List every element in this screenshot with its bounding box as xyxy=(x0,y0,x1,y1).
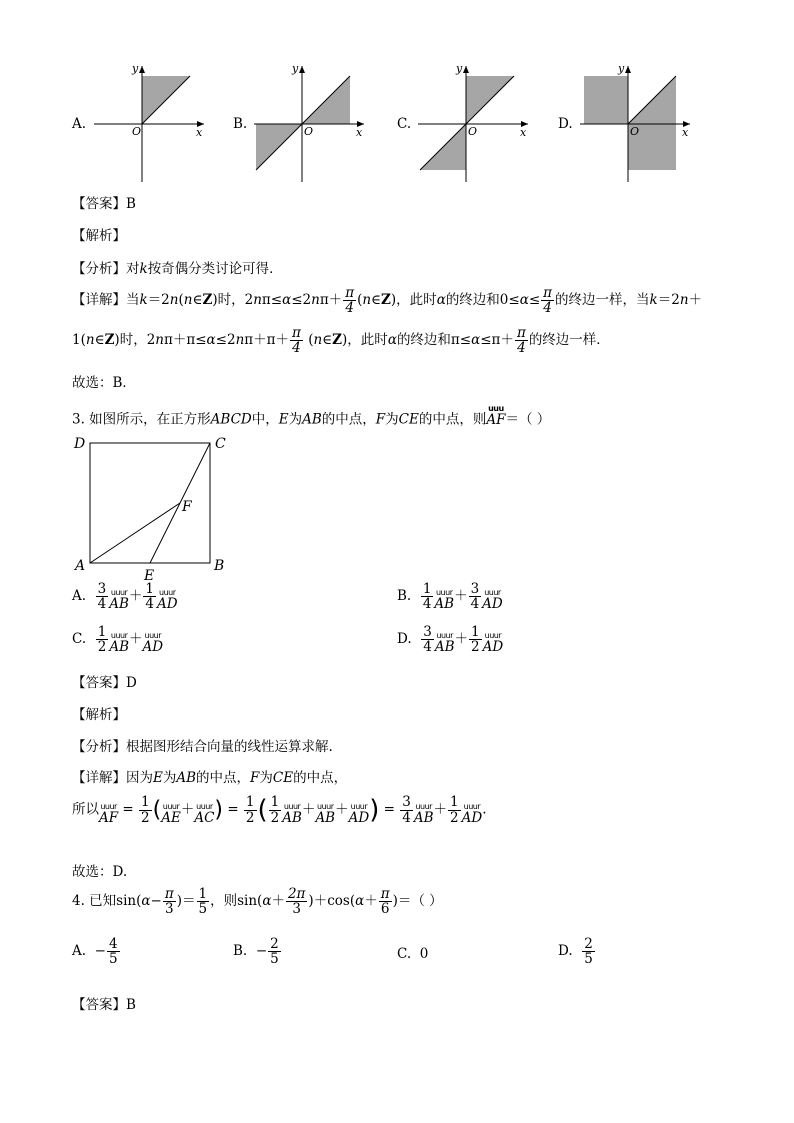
origin-label: O xyxy=(468,125,478,138)
y-label: y xyxy=(132,62,139,75)
y-label: y xyxy=(292,62,299,75)
vector-af: uuu AF xyxy=(486,404,506,428)
fraction: $\frac{\pi}{4}$ xyxy=(516,324,526,356)
q3-choose: 故选：D. xyxy=(72,864,128,880)
segment-ec xyxy=(150,443,210,563)
y-label: y xyxy=(456,62,463,75)
origin-label: O xyxy=(132,125,142,138)
q3-option-c: C. $\frac{1}{2}$ uuur AB ＋ uuur AD xyxy=(72,624,164,656)
y-label: y xyxy=(618,62,625,75)
segment-af xyxy=(90,503,180,563)
q2-graph-b xyxy=(248,60,378,188)
q4-stem: 4. 已知sin(α− $\frac{\pi}{3}$ )＝ $\frac{1}{5}$ ，则sin(α＋ $\frac{2\pi}{3}$ )＋cos(α＋ $\frac{\pi}{6}$ )＝（ ） xyxy=(72,886,443,918)
q3-detail: 【详解】因为E为AB的中点，F为CE的中点， xyxy=(72,770,348,786)
q3-analysis-label: 【解析】 xyxy=(72,707,126,723)
q3-stem: 3. 如图所示，在正方形ABCD中，E为AB的中点，F为CE的中点，则 uuu AF ＝（ ） xyxy=(72,404,551,428)
q2-analysis-label: 【解析】 xyxy=(72,228,126,244)
answer-label: 【答案】 xyxy=(72,196,126,212)
point-e-label: E xyxy=(144,568,155,584)
q2-choose: 故选：B． xyxy=(72,375,136,391)
q3-option-a: A. $\frac{3}{4}$ uuur AB ＋ $\frac{1}{4}$ uuur AD xyxy=(72,581,178,613)
x-label: x xyxy=(682,126,689,139)
origin-label: O xyxy=(304,125,314,138)
q4-answer: 【答案】B xyxy=(72,997,136,1013)
q2-option-d-letter: D. xyxy=(558,116,573,132)
vertex-a-label: A xyxy=(75,558,86,574)
q2-detail-line-1: 【详解】当k＝2n(n∈Z)时，2nπ≤α≤2nπ＋ $\frac{\pi}{4}$ (n∈Z)，此时α的终边和0≤α≤ $\frac{\pi}{4}$ 的终边一样，当k＝2n＋ xyxy=(72,284,703,316)
q3-fenxi: 【分析】根据图形结合向量的线性运算求解. xyxy=(72,739,333,755)
q2-option-a-letter: A. xyxy=(72,116,87,132)
vertex-b-label: B xyxy=(214,558,225,574)
q4-option-a: A. − $\frac{4}{5}$ xyxy=(72,936,118,968)
q3-answer: 【答案】D xyxy=(72,675,137,691)
shaded-region-upper xyxy=(584,76,628,124)
q2-answer xyxy=(72,192,136,212)
q4-option-d: D. $\frac{2}{5}$ xyxy=(558,936,593,968)
q2-graph-d xyxy=(574,60,704,188)
q3-solution-equation: 所以 uuur AF = $\frac{1}{2}$ ( uuur AE ＋ uuur AC ) = $\frac{1}{2}$ ( $\frac{1}{2}$ uuur AB ＋ uuur AB ＋ uuur AD ) = $\frac{3}{4}$ uuur AB ＋ $\frac{1}{2}$ uuur AD . xyxy=(72,794,487,826)
q3-option-b: B. $\frac{1}{4}$ uuur AB ＋ $\frac{3}{4}$ uuur AD xyxy=(397,581,503,613)
q4-option-c: C. 0 xyxy=(397,946,429,962)
vertex-c-label: C xyxy=(215,436,226,452)
x-label: x xyxy=(520,126,527,139)
q4-option-b: B. − $\frac{2}{5}$ xyxy=(233,936,279,968)
x-label: x xyxy=(196,126,203,139)
fraction: $\frac{\pi}{4}$ xyxy=(543,284,553,316)
q2-graph-a xyxy=(88,60,218,188)
q3-square-figure xyxy=(70,430,240,585)
q2-fenxi: 【分析】对k按奇偶分类讨论可得． xyxy=(72,261,283,277)
q2-detail-line-2: 1(n∈Z)时，2nπ＋π≤α≤2nπ＋π＋ $\frac{\pi}{4}$ (n∈Z)，此时α的终边和π≤α≤π＋ $\frac{\pi}{4}$ 的终边一样． xyxy=(72,324,610,356)
q3-option-d: D. $\frac{3}{4}$ uuur AB ＋ $\frac{1}{2}$ uuur AD xyxy=(397,624,504,656)
origin-label: O xyxy=(630,125,640,138)
x-label: x xyxy=(356,126,363,139)
q2-option-b-letter: B. xyxy=(233,116,248,132)
fraction: $\frac{\pi}{4}$ xyxy=(345,284,355,316)
q2-option-c-letter: C. xyxy=(397,116,412,132)
q2-graph-c xyxy=(412,60,542,188)
vertex-d-label: D xyxy=(74,436,86,452)
square-abcd xyxy=(90,443,210,563)
fraction: $\frac{\pi}{4}$ xyxy=(292,324,301,356)
point-f-label: F xyxy=(182,499,192,515)
answer-value: B xyxy=(126,196,136,212)
shaded-region-lower xyxy=(628,76,676,170)
